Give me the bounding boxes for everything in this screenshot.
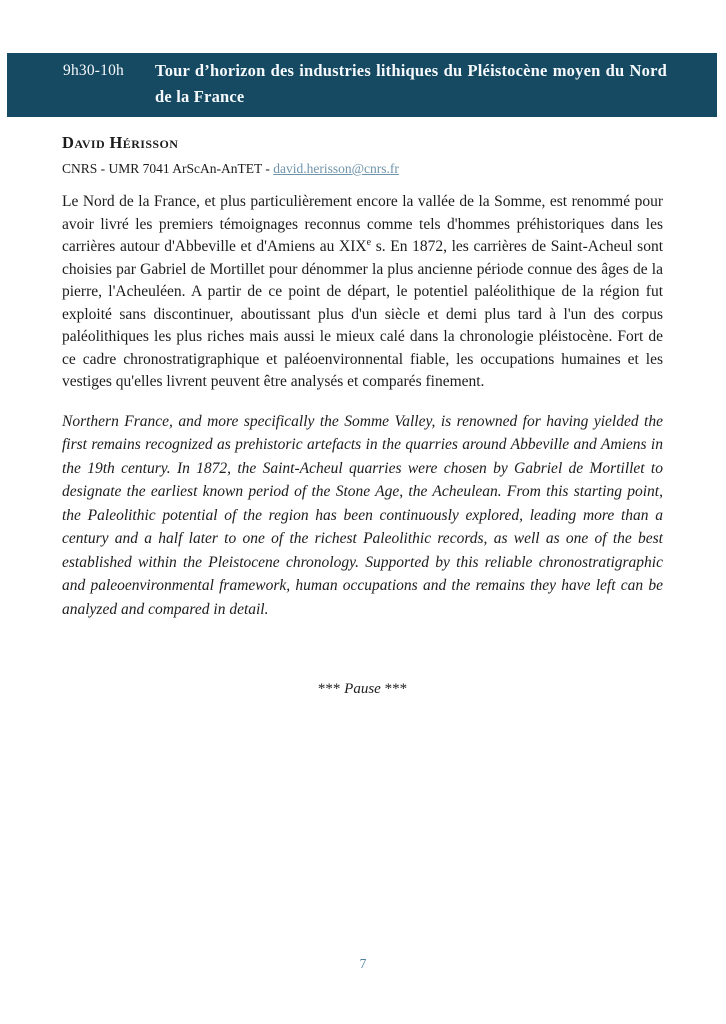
session-title: Tour d’horizon des industries lithiques du Pléistocène moyen du Nord de la France [155,61,667,106]
abstract-french-superscript: e [366,236,372,248]
pause-line [62,681,663,698]
session-time: 9h30-10h [63,62,125,79]
abstract-content [62,116,663,698]
speaker-email-link[interactable]: david.herisson@cnrs.fr [273,161,399,176]
abstract-english: Northern France, and more specifically the Somme Valley, is renowned for having yielded the first remains recognized as prehistoric artefacts in the quarries around Abbeville and Amiens in the 19th century. In 1872, the Saint-Acheul quarries were chosen by Gabriel de Mortillet to designate the earliest known period of the Stone Age, the Acheulean. From this starting point, the Paleolithic potential of the region has been continuously explored, leading more than a century and a half later to one of the richest Paleolithic records, as well as one of the best established within the Pleistocene chronology. Supported by this reliable chronostratigraphic and paleoenvironmental framework, human occupations and the remains they have left can be analyzed and compared in detail. [62,412,663,618]
abstract-french [62,191,663,394]
speaker-affiliation [62,161,663,177]
affiliation-text: CNRS - UMR 7041 ArScAn-AnTET - [62,161,274,176]
speaker-name: David Hérisson [62,133,179,152]
pause-label: Pause [344,681,381,697]
abstract-french-text-2: s. En 1872, les carrières de Saint-Acheul sont choisies par Gabriel de Mortillet pour dénommer la plus ancienne période connue des âges de la pierre, l'Acheuléen. A partir de ce point de départ, le potentiel paléolithique de la région fut exploité sans discontinuer, aboutissant plus d'un siècle et demi plus tard à l'un des corpus paléolithiques les plus riches mais aussi le mieux calé dans la chronologie pléistocène. Fort de ce cadre chronostratigraphique et paléoenvironnental fiable, les occupations humaines et les vestiges qu'elles livrent peuvent être analysés et comparés finement. [62,238,664,390]
session-header-band [7,53,717,117]
pause-stars-left: *** [317,681,341,697]
abstract-french-text-1: Le Nord de la France, et plus particulièrement encore la vallée de la Somme, est renommé pour avoir livré les premiers témoignages reconnus comme tels d'hommes préhistoriques dans les carrières autour d'Abbeville et d'Amiens au XIX [62,193,663,255]
pause-stars-right: *** [384,681,408,697]
page-number: 7 [359,956,367,971]
